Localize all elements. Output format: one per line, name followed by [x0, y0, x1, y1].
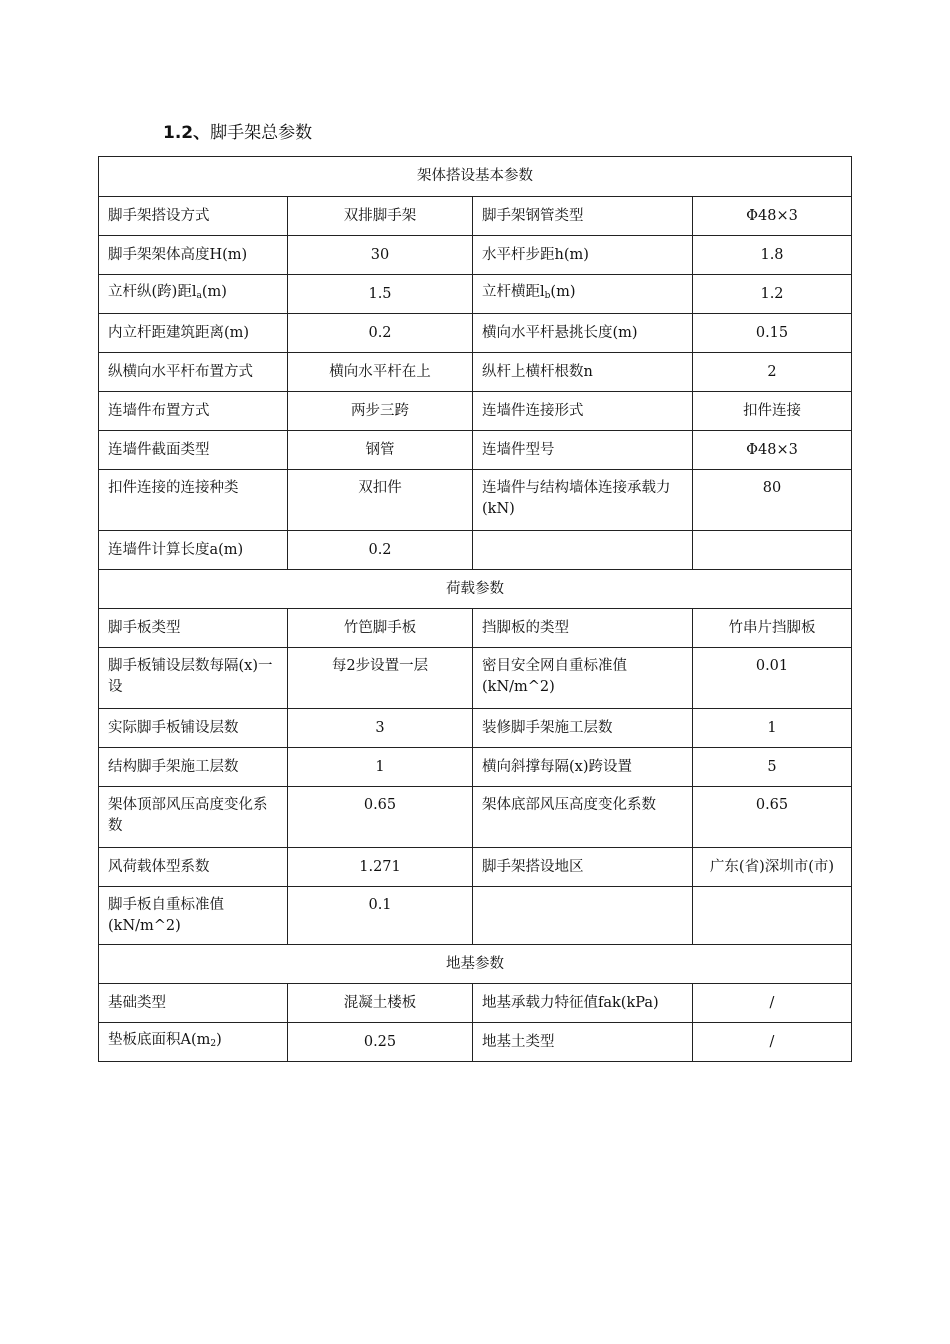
param-label: 密目安全网自重标准值 (kN/m^2) — [473, 648, 693, 709]
param-label: 扣件连接的连接种类 — [99, 470, 288, 531]
param-label: 内立杆距建筑距离(m) — [99, 314, 288, 353]
param-label: 架体底部风压高度变化系数 — [473, 787, 693, 848]
param-label: 连墙件计算长度a(m) — [99, 531, 288, 570]
param-label: 脚手板铺设层数每隔(x)一设 — [99, 648, 288, 709]
param-unit: (m) — [201, 283, 227, 300]
param-value: 5 — [693, 748, 852, 787]
table-row — [99, 984, 852, 1023]
table-row — [99, 531, 852, 570]
table-row — [99, 648, 852, 709]
table-row — [99, 609, 852, 648]
param-label: 风荷载体型系数 — [99, 848, 288, 887]
param-label: 立杆纵(跨)距l — [108, 283, 197, 300]
param-label: 脚手架钢管类型 — [473, 197, 693, 236]
param-value: Φ48×3 — [693, 431, 852, 470]
param-value: 0.65 — [693, 787, 852, 848]
heading-number: 1.2、 — [163, 123, 211, 143]
param-value: 0.2 — [288, 531, 473, 570]
param-label-cell — [99, 275, 288, 314]
table-row — [99, 314, 852, 353]
param-value: 混凝土楼板 — [288, 984, 473, 1023]
table-row — [99, 392, 852, 431]
table-row — [99, 709, 852, 748]
param-unit: (m) — [550, 283, 576, 300]
param-value: / — [693, 984, 852, 1023]
param-label-cell — [473, 275, 693, 314]
param-label: 连墙件截面类型 — [99, 431, 288, 470]
param-label: 脚手板自重标准值(kN/m^2) — [99, 887, 288, 945]
param-label — [473, 531, 693, 570]
table-row — [99, 275, 852, 314]
table-row — [99, 787, 852, 848]
param-label: 脚手架搭设地区 — [473, 848, 693, 887]
subscript: 2 — [210, 1038, 217, 1049]
param-label-cell — [99, 1023, 288, 1062]
table-row — [99, 236, 852, 275]
section-header-row — [99, 945, 852, 984]
section-title: 地基参数 — [99, 945, 852, 984]
param-value: 2 — [693, 353, 852, 392]
param-value: 双排脚手架 — [288, 197, 473, 236]
param-value: 竹串片挡脚板 — [693, 609, 852, 648]
param-label: 脚手架架体高度H(m) — [99, 236, 288, 275]
param-label: 连墙件型号 — [473, 431, 693, 470]
param-label — [473, 887, 693, 945]
param-value: 1.271 — [288, 848, 473, 887]
param-value: 1.2 — [693, 275, 852, 314]
subscript: a — [196, 290, 202, 301]
heading-title: 脚手架总参数 — [210, 123, 313, 143]
param-value: 0.15 — [693, 314, 852, 353]
param-label: 纵横向水平杆布置方式 — [99, 353, 288, 392]
param-label: 立杆横距l — [482, 283, 545, 300]
param-label: 结构脚手架施工层数 — [99, 748, 288, 787]
section-header-row — [99, 570, 852, 609]
param-label: 连墙件连接形式 — [473, 392, 693, 431]
param-label: 横向斜撑每隔(x)跨设置 — [473, 748, 693, 787]
param-label: 横向水平杆悬挑长度(m) — [473, 314, 693, 353]
param-value: 竹笆脚手板 — [288, 609, 473, 648]
param-label: 脚手架搭设方式 — [99, 197, 288, 236]
param-value: 扣件连接 — [693, 392, 852, 431]
param-label: 连墙件布置方式 — [99, 392, 288, 431]
param-label: 纵杆上横杆根数n — [473, 353, 693, 392]
param-value: 钢管 — [288, 431, 473, 470]
param-value: 0.25 — [288, 1023, 473, 1062]
param-label: 基础类型 — [99, 984, 288, 1023]
param-label: 装修脚手架施工层数 — [473, 709, 693, 748]
table-row — [99, 1023, 852, 1062]
section-header-row — [99, 157, 852, 197]
param-label: 脚手板类型 — [99, 609, 288, 648]
param-value: 80 — [693, 470, 852, 531]
param-unit: ) — [216, 1031, 222, 1048]
param-value: 0.65 — [288, 787, 473, 848]
param-label: 实际脚手板铺设层数 — [99, 709, 288, 748]
param-value: 双扣件 — [288, 470, 473, 531]
param-value: / — [693, 1023, 852, 1062]
param-value: 广东(省)深圳市(市) — [693, 848, 852, 887]
param-label: 垫板底面积A(m — [108, 1031, 211, 1048]
param-label: 地基土类型 — [473, 1023, 693, 1062]
param-value: 1.5 — [288, 275, 473, 314]
param-value: 30 — [288, 236, 473, 275]
table-row — [99, 353, 852, 392]
parameters-table — [98, 156, 852, 1062]
subscript: b — [544, 290, 551, 301]
param-value: Φ48×3 — [693, 197, 852, 236]
section-title: 架体搭设基本参数 — [99, 157, 852, 197]
table-row — [99, 887, 852, 945]
param-label: 水平杆步距h(m) — [473, 236, 693, 275]
table-row — [99, 470, 852, 531]
param-value: 横向水平杆在上 — [288, 353, 473, 392]
table-row — [99, 431, 852, 470]
param-value: 3 — [288, 709, 473, 748]
table-row — [99, 848, 852, 887]
param-value: 1 — [288, 748, 473, 787]
param-value: 每2步设置一层 — [288, 648, 473, 709]
section-heading — [163, 118, 312, 143]
param-label: 地基承载力特征值fak(kPa) — [473, 984, 693, 1023]
param-value: 1.8 — [693, 236, 852, 275]
param-label: 架体顶部风压高度变化系数 — [99, 787, 288, 848]
table-row — [99, 197, 852, 236]
param-value: 1 — [693, 709, 852, 748]
param-value: 0.01 — [693, 648, 852, 709]
table-row — [99, 748, 852, 787]
param-value: 两步三跨 — [288, 392, 473, 431]
param-value — [693, 887, 852, 945]
param-value — [693, 531, 852, 570]
param-label: 连墙件与结构墙体连接承载力(kN) — [473, 470, 693, 531]
param-label: 挡脚板的类型 — [473, 609, 693, 648]
param-value: 0.2 — [288, 314, 473, 353]
param-value: 0.1 — [288, 887, 473, 945]
section-title: 荷载参数 — [99, 570, 852, 609]
